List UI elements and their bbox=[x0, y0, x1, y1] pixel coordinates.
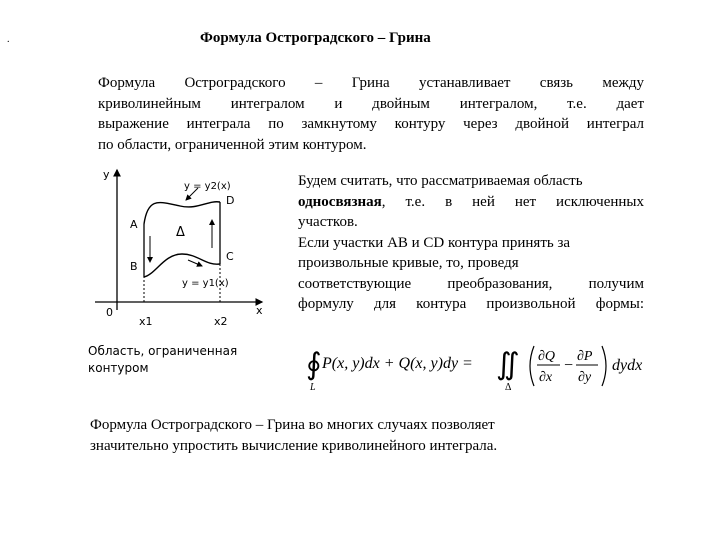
conclusion-line: Формула Остроградского – Грина во многих случаях позволяет bbox=[90, 417, 495, 433]
caption-line: контуром bbox=[88, 361, 149, 375]
minus-sign: − bbox=[564, 357, 574, 374]
left-paren bbox=[530, 346, 534, 386]
formula-lhs: P(x, y)dx + Q(x, y)dy = bbox=[322, 355, 473, 372]
dp-numerator: ∂P bbox=[577, 349, 593, 364]
explanation-line: формулу для контура произвольной формы: bbox=[298, 296, 644, 312]
explanation-line: участков. bbox=[298, 214, 358, 230]
lower-curve bbox=[144, 254, 220, 277]
x2-label: x2 bbox=[214, 315, 228, 328]
double-integral-sign: ∬ bbox=[496, 348, 520, 381]
x1-label: x1 bbox=[139, 315, 153, 328]
caption-line: Область, ограниченная bbox=[88, 344, 238, 358]
conclusion-line: значительно упростить вычисление криволинейного интеграла. bbox=[90, 438, 498, 454]
x-axis-label: x bbox=[256, 304, 263, 317]
lower-curve-label: y = y1(x) bbox=[182, 278, 229, 289]
page-title: Формула Остроградского – Грина bbox=[200, 30, 431, 46]
dq-numerator: ∂Q bbox=[538, 349, 556, 364]
origin-label: 0 bbox=[106, 306, 113, 319]
explanation-line bbox=[298, 192, 644, 213]
right-paren bbox=[602, 346, 606, 386]
conclusion-paragraph bbox=[90, 415, 650, 457]
y-axis-label: y bbox=[103, 168, 110, 181]
contour-integral-sign: ∮ bbox=[306, 348, 322, 381]
intro-paragraph bbox=[98, 73, 644, 155]
explanation-line: соответствующие преобразования, получим bbox=[298, 275, 644, 292]
page-marker: . bbox=[7, 34, 10, 45]
simply-connected-term: односвязная bbox=[298, 193, 382, 210]
point-a-label: A bbox=[130, 218, 138, 231]
dx-denominator: ∂x bbox=[539, 370, 553, 385]
dydx: dydx bbox=[612, 357, 643, 374]
explanation-paragraph bbox=[298, 171, 644, 315]
figure-caption bbox=[88, 343, 268, 377]
dy-denominator: ∂y bbox=[578, 370, 592, 385]
explanation-line-rest: , т.е. в ней нет исключенных bbox=[381, 193, 644, 210]
explanation-line: Если участки AB и CD контура принять за bbox=[298, 234, 571, 251]
upper-curve bbox=[144, 202, 220, 224]
region-figure bbox=[90, 162, 270, 332]
explanation-line: Будем считать, что рассматриваемая область bbox=[298, 173, 583, 189]
lower-curve-arrow bbox=[188, 260, 202, 266]
contour-subscript: L bbox=[310, 382, 316, 393]
point-b-label: B bbox=[130, 260, 138, 273]
upper-curve-label: y = y2(x) bbox=[184, 181, 231, 192]
intro-line: выражение интеграла по замкнутому контуру через двойной интеграл bbox=[98, 116, 644, 132]
explanation-line: произвольные кривые, то, проведя bbox=[298, 255, 519, 271]
intro-line: криволинейным интегралом и двойным интегралом, т.е. дает bbox=[98, 95, 644, 112]
intro-line: по области, ограниченной этим контуром. bbox=[98, 136, 367, 153]
green-formula bbox=[306, 338, 646, 394]
region-subscript: Δ bbox=[505, 382, 512, 393]
region-label: Δ bbox=[176, 225, 185, 240]
intro-line: Формула Остроградского – Грина устанавливает связь между bbox=[98, 75, 644, 91]
point-c-label: C bbox=[226, 250, 234, 263]
point-d-label: D bbox=[226, 194, 235, 207]
